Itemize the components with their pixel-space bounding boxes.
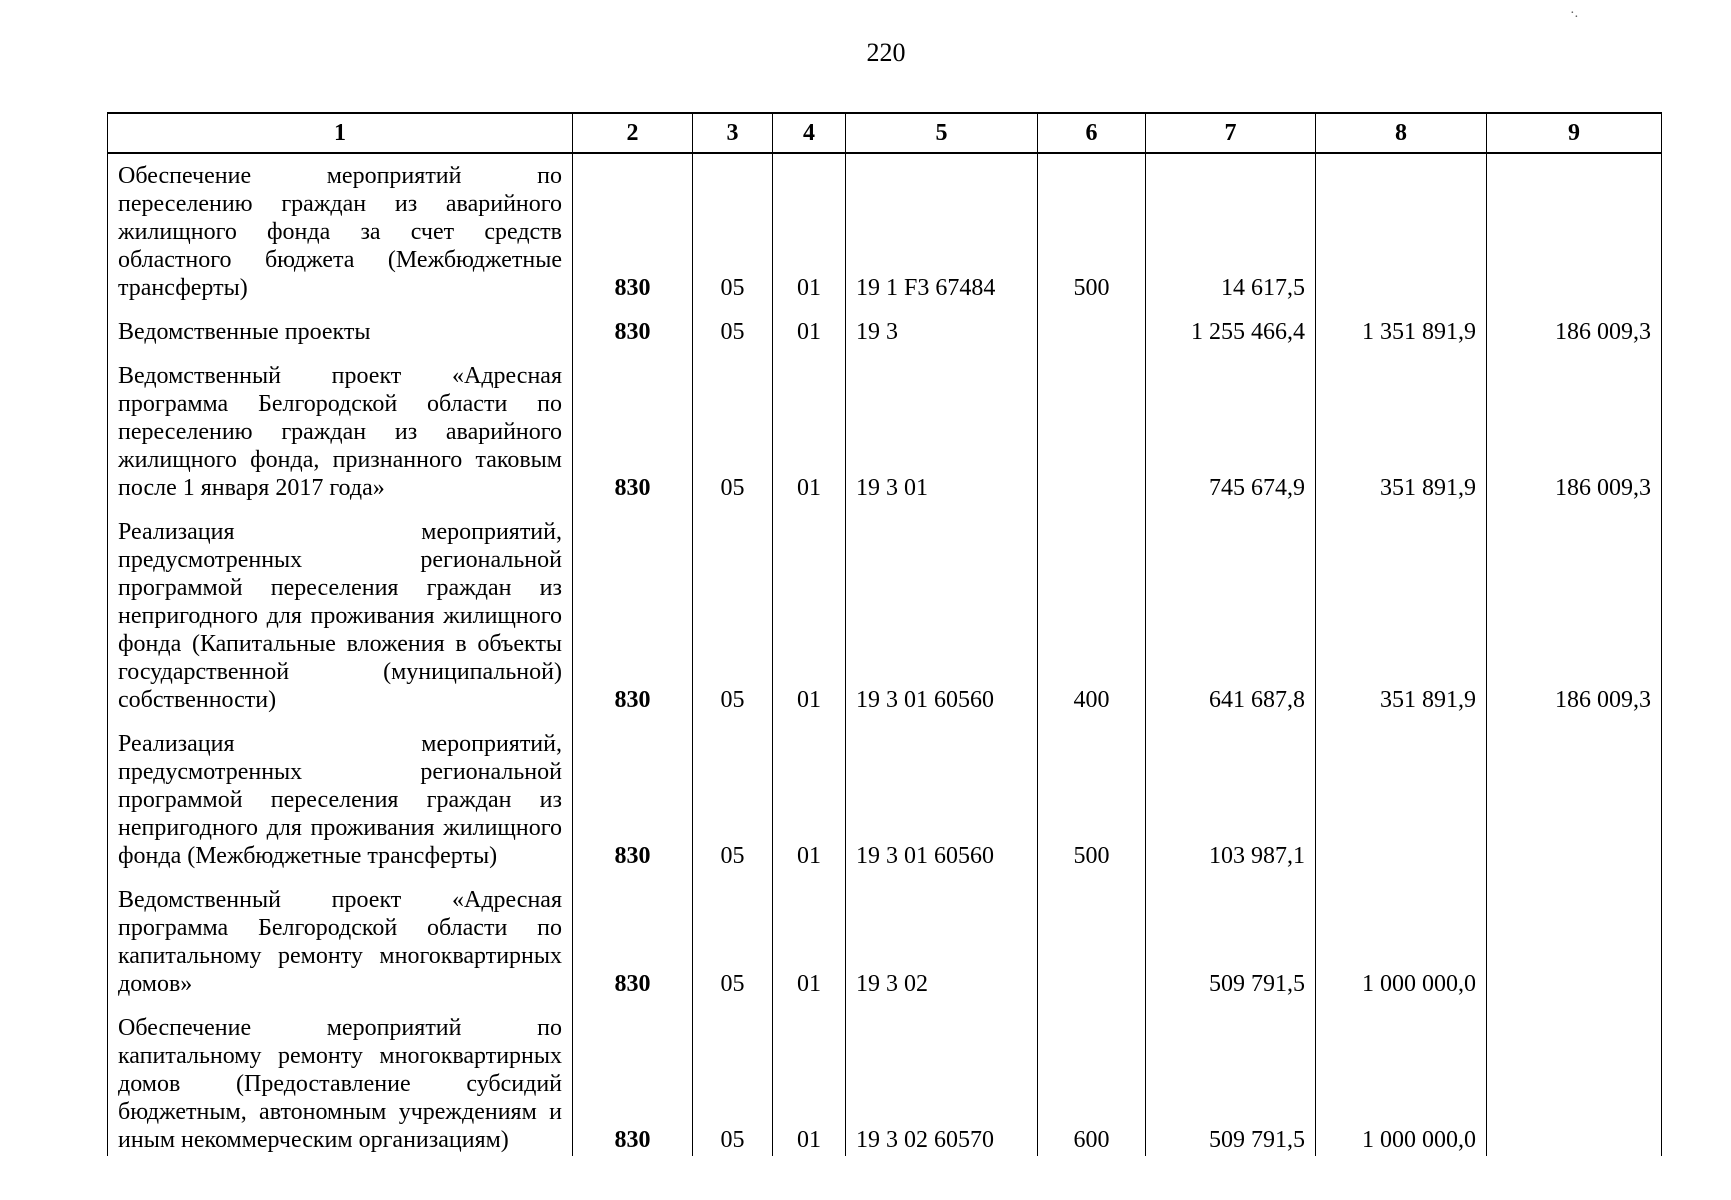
- row-amount-col7: 1 255 466,4: [1146, 308, 1316, 352]
- row-subsection: 01: [773, 720, 846, 876]
- row-target-item: 19 3 01: [846, 352, 1038, 508]
- row-expense-type: [1038, 876, 1146, 1004]
- header-col-8: 8: [1316, 113, 1487, 153]
- header-col-5: 5: [846, 113, 1038, 153]
- header-row: [108, 113, 1662, 153]
- row-amount-col7: 509 791,5: [1146, 1004, 1316, 1156]
- header-col-6: 6: [1038, 113, 1146, 153]
- table-row: [108, 352, 1662, 508]
- row-target-item: 19 3 01 60560: [846, 720, 1038, 876]
- row-ministry-code: 830: [573, 720, 693, 876]
- row-amount-col7: 641 687,8: [1146, 508, 1316, 720]
- row-amount-col7: 14 617,5: [1146, 153, 1316, 308]
- row-amount-col9: 186 009,3: [1487, 508, 1662, 720]
- row-subsection: 01: [773, 1004, 846, 1156]
- row-name: Обеспечение мероприятий по переселению граждан из аварийного жилищного фонда за счет средств областного бюджета (Межбюджетные трансферты): [108, 153, 573, 308]
- row-ministry-code: 830: [573, 508, 693, 720]
- row-target-item: 19 3 02: [846, 876, 1038, 1004]
- row-subsection: 01: [773, 508, 846, 720]
- header-col-3: 3: [693, 113, 773, 153]
- row-amount-col9: [1487, 876, 1662, 1004]
- table-body: [108, 153, 1662, 1156]
- row-amount-col7: 745 674,9: [1146, 352, 1316, 508]
- row-amount-col9: [1487, 720, 1662, 876]
- header-col-9: 9: [1487, 113, 1662, 153]
- row-amount-col7: 509 791,5: [1146, 876, 1316, 1004]
- row-expense-type: [1038, 308, 1146, 352]
- header-col-2: 2: [573, 113, 693, 153]
- row-name: Ведомственный проект «Адресная программа Белгородской области по капитальному ремонту многоквартирных домов»: [108, 876, 573, 1004]
- budget-table: [107, 112, 1662, 1156]
- row-name: Реализация мероприятий, предусмотренных региональной программой переселения граждан из непригодного для проживания жилищного фонда (Межбюджетные трансферты): [108, 720, 573, 876]
- row-expense-type: 600: [1038, 1004, 1146, 1156]
- row-name: Реализация мероприятий, предусмотренных региональной программой переселения граждан из непригодного для проживания жилищного фонда (Капитальные вложения в объекты государственной (муниципальной) собственности): [108, 508, 573, 720]
- row-subsection: 01: [773, 153, 846, 308]
- row-amount-col8: 351 891,9: [1316, 508, 1487, 720]
- row-subsection: 01: [773, 352, 846, 508]
- table-row: [108, 308, 1662, 352]
- row-section: 05: [693, 720, 773, 876]
- row-amount-col8: 351 891,9: [1316, 352, 1487, 508]
- scan-speck: ·.: [1570, 6, 1579, 21]
- row-amount-col9: 186 009,3: [1487, 308, 1662, 352]
- row-target-item: 19 3: [846, 308, 1038, 352]
- row-ministry-code: 830: [573, 876, 693, 1004]
- row-expense-type: 500: [1038, 153, 1146, 308]
- row-section: 05: [693, 876, 773, 1004]
- row-subsection: 01: [773, 308, 846, 352]
- table-row: [108, 153, 1662, 308]
- row-section: 05: [693, 352, 773, 508]
- row-ministry-code: 830: [573, 308, 693, 352]
- row-amount-col8: 1 000 000,0: [1316, 876, 1487, 1004]
- row-name: Ведомственные проекты: [108, 308, 573, 352]
- row-expense-type: 400: [1038, 508, 1146, 720]
- row-expense-type: [1038, 352, 1146, 508]
- row-expense-type: 500: [1038, 720, 1146, 876]
- page-number: 220: [866, 38, 906, 67]
- row-amount-col8: [1316, 720, 1487, 876]
- row-target-item: 19 3 01 60560: [846, 508, 1038, 720]
- row-ministry-code: 830: [573, 1004, 693, 1156]
- row-subsection: 01: [773, 876, 846, 1004]
- row-name: Ведомственный проект «Адресная программа Белгородской области по переселению граждан из аварийного жилищного фонда, признанного таковым после 1 января 2017 года»: [108, 352, 573, 508]
- table-row: [108, 720, 1662, 876]
- header-col-1: 1: [108, 113, 573, 153]
- row-amount-col9: [1487, 153, 1662, 308]
- header-col-4: 4: [773, 113, 846, 153]
- row-ministry-code: 830: [573, 352, 693, 508]
- row-section: 05: [693, 1004, 773, 1156]
- row-section: 05: [693, 308, 773, 352]
- row-amount-col9: [1487, 1004, 1662, 1156]
- header-col-7: 7: [1146, 113, 1316, 153]
- row-amount-col8: [1316, 153, 1487, 308]
- table-row: [108, 876, 1662, 1004]
- row-amount-col8: 1 000 000,0: [1316, 1004, 1487, 1156]
- table-header: [108, 113, 1662, 153]
- row-section: 05: [693, 153, 773, 308]
- row-target-item: 19 3 02 60570: [846, 1004, 1038, 1156]
- row-amount-col9: 186 009,3: [1487, 352, 1662, 508]
- row-name: Обеспечение мероприятий по капитальному ремонту многоквартирных домов (Предоставление субсидий бюджетным, автономным учреждениям и иным некоммерческим организациям): [108, 1004, 573, 1156]
- row-target-item: 19 1 F3 67484: [846, 153, 1038, 308]
- row-ministry-code: 830: [573, 153, 693, 308]
- row-amount-col8: 1 351 891,9: [1316, 308, 1487, 352]
- table-row: [108, 1004, 1662, 1156]
- table-row: [108, 508, 1662, 720]
- row-amount-col7: 103 987,1: [1146, 720, 1316, 876]
- row-section: 05: [693, 508, 773, 720]
